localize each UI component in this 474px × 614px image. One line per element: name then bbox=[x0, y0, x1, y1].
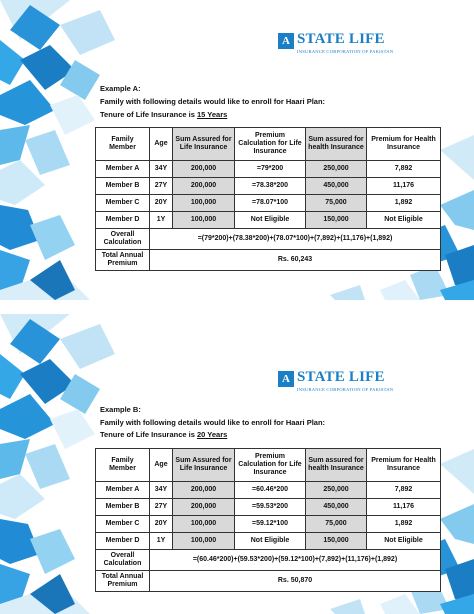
tenure-value: 20 Years bbox=[196, 430, 228, 439]
total-label: Total Annual Premium bbox=[96, 571, 150, 592]
example-b-title: Example B: bbox=[100, 405, 141, 414]
logo-mark-icon: A bbox=[278, 33, 294, 49]
cell: 100,000 bbox=[173, 212, 235, 229]
header-age: Age bbox=[150, 449, 173, 482]
page-example-a bbox=[0, 0, 474, 300]
cell: Member D bbox=[96, 212, 150, 229]
tenure-prefix: Tenure of Life Insurance is bbox=[100, 110, 197, 119]
cell: =79*200 bbox=[235, 161, 306, 178]
cell: 20Y bbox=[150, 195, 173, 212]
header-sum-assured-health: Sum assured for health Insurance bbox=[306, 128, 367, 161]
header-premium-health: Premium for Health Insurance bbox=[367, 128, 441, 161]
cell: 11,176 bbox=[367, 178, 441, 195]
header-sum-assured-life: Sum Assured for Life Insurance bbox=[173, 128, 235, 161]
cell: 20Y bbox=[150, 516, 173, 533]
example-b-tenure bbox=[100, 430, 227, 439]
overall-label: Overall Calculation bbox=[96, 550, 150, 571]
cell: 7,892 bbox=[367, 161, 441, 178]
cell: 7,892 bbox=[367, 482, 441, 499]
cell: 150,000 bbox=[306, 212, 367, 229]
cell: 34Y bbox=[150, 161, 173, 178]
example-a-title: Example A: bbox=[100, 84, 141, 93]
cell: Not Eligible bbox=[367, 212, 441, 229]
table-row bbox=[96, 482, 441, 499]
total-value: Rs. 60,243 bbox=[150, 250, 441, 271]
cell: 200,000 bbox=[173, 482, 235, 499]
total-value: Rs. 50,870 bbox=[150, 571, 441, 592]
cell: 1,892 bbox=[367, 195, 441, 212]
header-family-member: Family Member bbox=[96, 128, 150, 161]
cell: 75,000 bbox=[306, 516, 367, 533]
overall-label: Overall Calculation bbox=[96, 229, 150, 250]
cell: Member A bbox=[96, 482, 150, 499]
logo-title: STATE LIFE bbox=[297, 31, 385, 47]
cell: 27Y bbox=[150, 499, 173, 516]
overall-value: =(79*200)+(78.38*200)+(78.07*100)+(7,892)+(11,176)+(1,892) bbox=[150, 229, 441, 250]
premium-table-a bbox=[95, 127, 441, 271]
total-premium-row bbox=[96, 571, 441, 592]
header-age: Age bbox=[150, 128, 173, 161]
table-header-row bbox=[96, 449, 441, 482]
table-row bbox=[96, 161, 441, 178]
cell: 150,000 bbox=[306, 533, 367, 550]
header-premium-health: Premium for Health Insurance bbox=[367, 449, 441, 482]
cell: Member C bbox=[96, 516, 150, 533]
example-a-tenure bbox=[100, 110, 227, 119]
cell: 1Y bbox=[150, 533, 173, 550]
page-example-b bbox=[0, 314, 474, 614]
cell: 100,000 bbox=[173, 533, 235, 550]
cell: =60.46*200 bbox=[235, 482, 306, 499]
tenure-value: 15 Years bbox=[196, 110, 228, 119]
cell: =78.07*100 bbox=[235, 195, 306, 212]
cell: 34Y bbox=[150, 482, 173, 499]
cell: Member A bbox=[96, 161, 150, 178]
total-label: Total Annual Premium bbox=[96, 250, 150, 271]
table-row bbox=[96, 212, 441, 229]
tenure-prefix: Tenure of Life Insurance is bbox=[100, 430, 197, 439]
cell: 1Y bbox=[150, 212, 173, 229]
cell: Not Eligible bbox=[235, 533, 306, 550]
cell: Member B bbox=[96, 499, 150, 516]
example-b-intro: Family with following details would like to enroll for Haari Plan: bbox=[100, 418, 326, 427]
cell: 450,000 bbox=[306, 178, 367, 195]
overall-calculation-row bbox=[96, 229, 441, 250]
cell: 250,000 bbox=[306, 482, 367, 499]
cell: =59.12*100 bbox=[235, 516, 306, 533]
cell: 200,000 bbox=[173, 161, 235, 178]
overall-calculation-row bbox=[96, 550, 441, 571]
header-family-member: Family Member bbox=[96, 449, 150, 482]
premium-table-b bbox=[95, 448, 441, 592]
table-header-row bbox=[96, 128, 441, 161]
cell: 250,000 bbox=[306, 161, 367, 178]
cell: 450,000 bbox=[306, 499, 367, 516]
header-premium-calc-life: Premium Calculation for Life Insurance bbox=[235, 128, 306, 161]
page-gap bbox=[0, 300, 474, 314]
cell: Not Eligible bbox=[235, 212, 306, 229]
logo-title: STATE LIFE bbox=[297, 369, 385, 385]
cell: 200,000 bbox=[173, 499, 235, 516]
cell: 11,176 bbox=[367, 499, 441, 516]
header-sum-assured-life: Sum Assured for Life Insurance bbox=[173, 449, 235, 482]
table-row bbox=[96, 533, 441, 550]
header-sum-assured-health: Sum assured for health Insurance bbox=[306, 449, 367, 482]
logo-tagline: INSURANCE CORPORATION OF PAKISTAN bbox=[297, 387, 394, 392]
cell: 75,000 bbox=[306, 195, 367, 212]
logo-mark-icon: A bbox=[278, 371, 294, 387]
table-row bbox=[96, 516, 441, 533]
cell: 100,000 bbox=[173, 195, 235, 212]
cell: 1,892 bbox=[367, 516, 441, 533]
overall-value: =(60.46*200)+(59.53*200)+(59.12*100)+(7,892)+(11,176)+(1,892) bbox=[150, 550, 441, 571]
logo-tagline: INSURANCE CORPORATION OF PAKISTAN bbox=[297, 49, 394, 54]
cell: =59.53*200 bbox=[235, 499, 306, 516]
cell: Member B bbox=[96, 178, 150, 195]
table-row bbox=[96, 195, 441, 212]
cell: 27Y bbox=[150, 178, 173, 195]
cell: 200,000 bbox=[173, 178, 235, 195]
total-premium-row bbox=[96, 250, 441, 271]
cell: =78.38*200 bbox=[235, 178, 306, 195]
table-row bbox=[96, 499, 441, 516]
table-row bbox=[96, 178, 441, 195]
example-a-intro: Family with following details would like to enroll for Haari Plan: bbox=[100, 97, 326, 106]
header-premium-calc-life: Premium Calculation for Life Insurance bbox=[235, 449, 306, 482]
cell: Not Eligible bbox=[367, 533, 441, 550]
cell: 100,000 bbox=[173, 516, 235, 533]
cell: Member C bbox=[96, 195, 150, 212]
cell: Member D bbox=[96, 533, 150, 550]
